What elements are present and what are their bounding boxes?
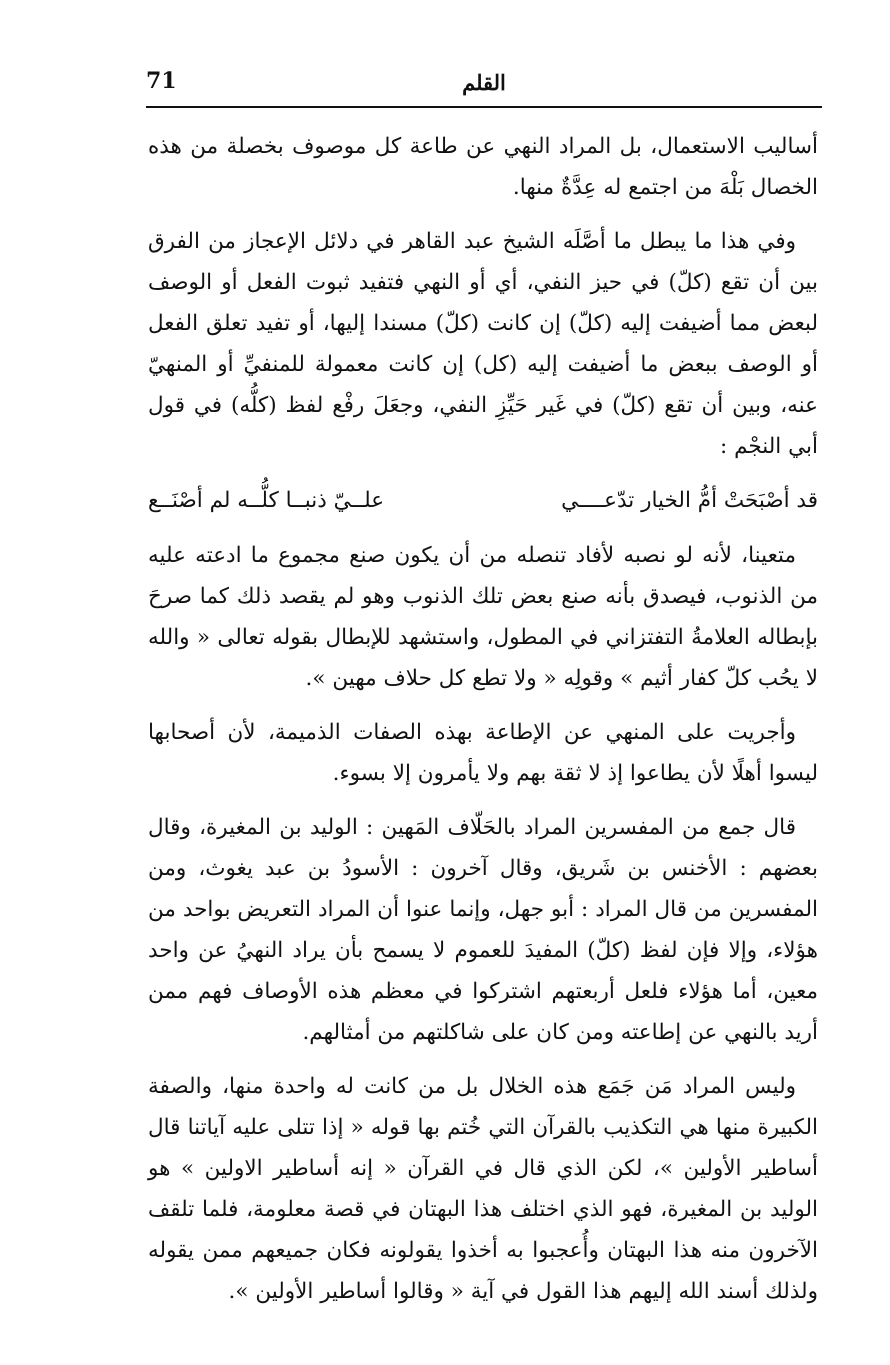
- paragraph: قال جمع من المفسرين المراد بالحَلّاف المَهين : الوليد بن المغيرة، وقال بعضهم : الأخنس بن شَريق، وقال آخرون : الأسودُ بن عبد يغوث، ومن المفسرين من قال المراد : أبو جهل، وإنما عنوا أن المراد التعريض بواحد من هؤلاء، وإلا فإن لفظ (كلّ) المفيدَ للعموم لا يسمح بأن يراد النهيُ عن واحد معين، أما هؤلاء فلعل أربعتهم اشتركوا في معظم هذه الأوصاف فهم ممن أريد بالنهي عن إطاعته ومن كان على شاكلتهم من أمثالهم.: [148, 815, 818, 1045]
- body-text: [148, 126, 818, 1325]
- page-number: 71: [146, 68, 177, 94]
- paragraph: وأجريت على المنهي عن الإطاعة بهذه الصفات الذميمة، لأن أصحابها ليسوا أهلًا لأن يطاعوا إذ لا ثقة بهم ولا يأمرون إلا بسوء.: [148, 720, 818, 786]
- paragraph: وليس المراد مَن جَمَع هذه الخلال بل من كانت له واحدة منها، والصفة الكبيرة منها هي التكذيب بالقرآن التي خُتم بها قوله « إذا تتلى عليه آياتنا قال أساطير الأولين »، لكن الذي قال في القرآن « إنه أساطير الاولين » هو الوليد بن المغيرة، فهو الذي اختلف هذا البهتان في قصة معلومة، فلما تلقف الآخرون منه هذا البهتان وأُعجبوا به أخذوا يقولونه فكان جميعهم ممن يقوله ولذلك أسند الله إليهم هذا القول في آية « وقالوا أساطير الأولين ».: [148, 1074, 818, 1304]
- paragraph: متعينا، لأنه لو نصبه لأفاد تنصله من أن يكون صنع مجموع ما ادعته عليه من الذنوب، فيصدق بأنه صنع بعض تلك الذنوب وهو لم يقصد ذلك كما صرحَ بإبطاله العلامةُ التفتزاني في المطول، واستشهد للإبطال بقوله تعالى « والله لا يحُب كلّ كفار أثيم » وقولِه « ولا تطع كل حلاف مهين ».: [148, 543, 818, 691]
- verse-first-hemistich: قد أصْبَحَتْ أمُّ الخيار تدّعــــي: [561, 488, 818, 513]
- paragraph: وفي هذا ما يبطل ما أصَّلَه الشيخ عبد القاهر في دلائل الإعجاز من الفرق بين أن تقع (كلّ) في حيز النفي، أي أو النهي فتفيد ثبوت الفعل أو الوصف لبعض مما أضيفت إليه (كلّ) إن كانت (كلّ) مسندا إليها، أو تفيد تعلق الفعل أو الوصف ببعض ما أضيفت إليه (كل) إن كانت معمولة للمنفيِّ أو المنهيّ عنه، وبين أن تقع (كلّ) في غَير حَيِّزِ النفي، وجعَلَ رفْع لفظ (كلُّه) في قول أبي النجْم :: [148, 229, 818, 459]
- paragraph: أساليب الاستعمال، بل المراد النهي عن طاعة كل موصوف بخصلة من هذه الخصال بَلْهَ من اجتمع له عِدَّةٌ منها.: [148, 134, 818, 200]
- poetry-verse: [148, 480, 818, 521]
- page-header: [146, 66, 822, 106]
- header-rule: [146, 106, 822, 108]
- verse-second-hemistich: علــيّ ذنبــا كلُّــه لم أصْنَــع: [148, 488, 385, 513]
- running-title: القلم: [462, 70, 506, 95]
